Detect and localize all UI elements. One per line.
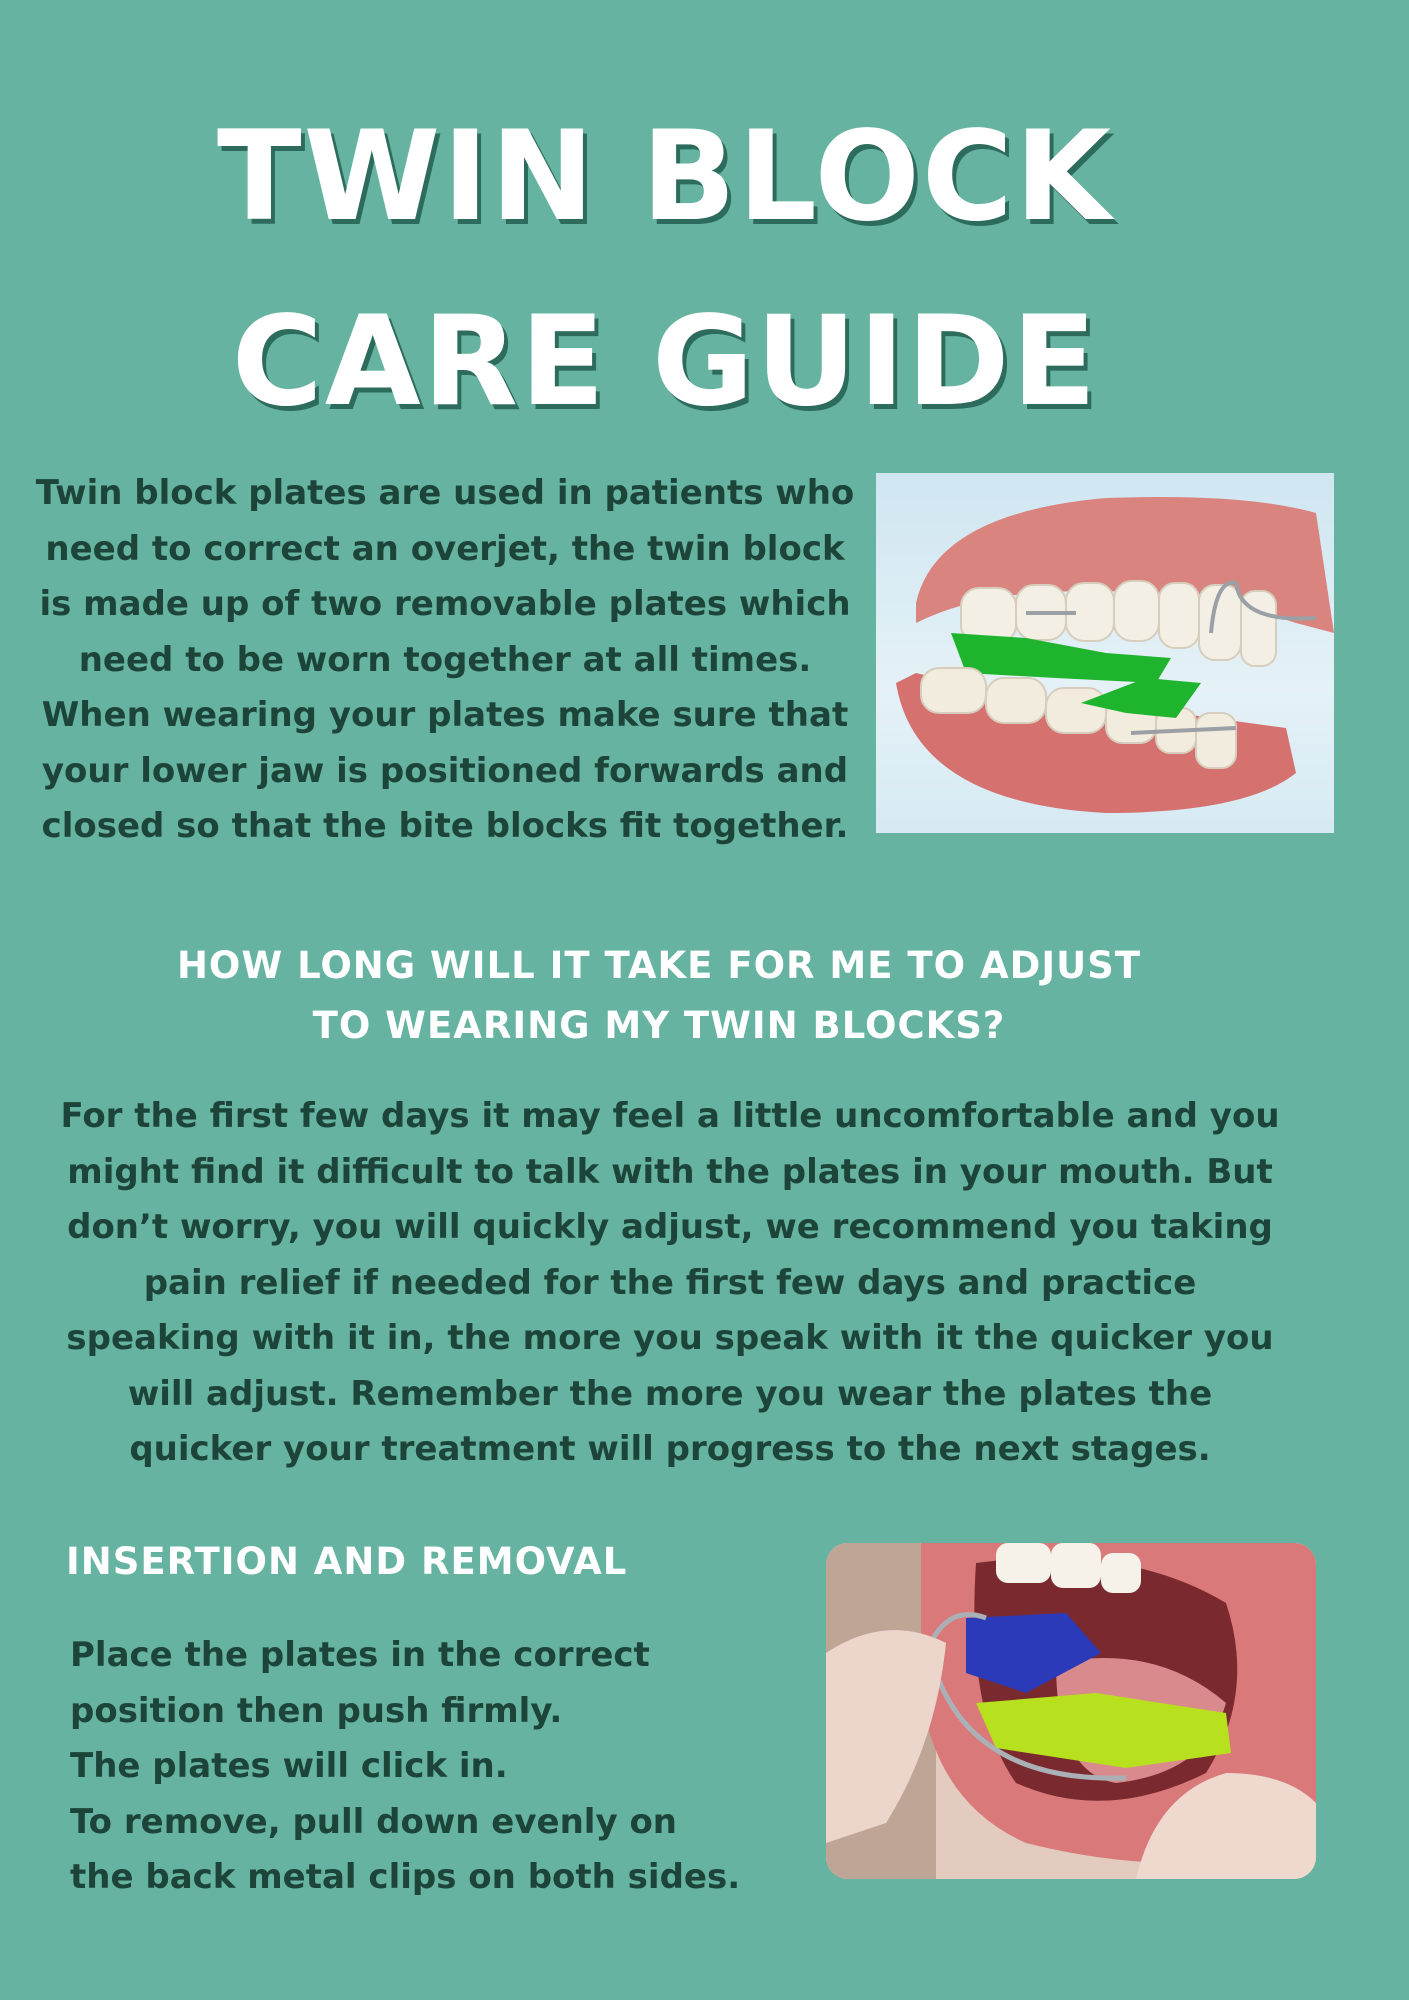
insertion-line: the back metal clips on both sides. xyxy=(70,1857,741,1897)
adjust-heading-line-1: HOW LONG WILL IT TAKE FOR ME TO ADJUST xyxy=(176,944,1142,987)
insertion-paragraph xyxy=(70,1628,790,1906)
title-line-2: CARE GUIDE xyxy=(231,290,1099,434)
insertion-line: To remove, pull down evenly on xyxy=(70,1801,678,1842)
plate-insertion-photo xyxy=(826,1543,1316,1879)
insertion-line: The plates will click in. xyxy=(70,1746,508,1786)
title-line-1: TWIN BLOCK xyxy=(216,105,1114,249)
insertion-line: position then push firmly. xyxy=(70,1690,563,1731)
insertion-heading: INSERTION AND REMOVAL xyxy=(66,1540,628,1583)
adjust-heading xyxy=(0,936,1318,1056)
intro-paragraph: Twin block plates are used in patients who need to correct an overjet, the twin block is made up of two removable plates which need to be worn together at all times. When wearing your plates make sure that your lower jaw is positioned forwards and closed so that the bite blocks fit together. xyxy=(35,473,855,846)
adjust-paragraph: For the first few days it may feel a little uncomfortable and you might find it difficult to talk with the plates in your mouth. But don’t worry, you will quickly adjust, we recommend you taking pain relief if needed for the first few days and practice speaking with it in, the more you speak with it the quicker you will adjust. Remember the more you wear the plates the quicker your treatment will progress to the next stages. xyxy=(60,1096,1280,1469)
adjust-heading-line-2: TO WEARING MY TWIN BLOCKS? xyxy=(312,1004,1006,1047)
twin-block-illustration xyxy=(876,473,1334,833)
insertion-line: Place the plates in the correct xyxy=(70,1635,650,1675)
